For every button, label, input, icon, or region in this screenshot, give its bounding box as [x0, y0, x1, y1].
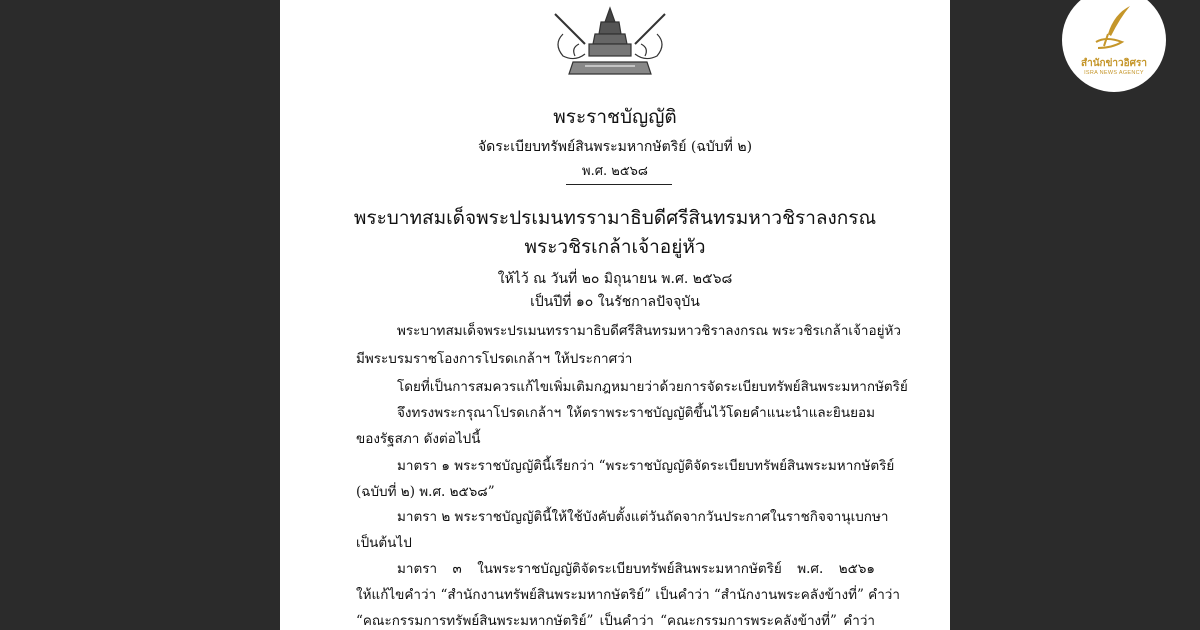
- isra-logo-name: สำนักข่าวอิศรา: [1080, 58, 1147, 69]
- paragraph-line: จึงทรงพระกรุณาโปรดเกล้าฯ ให้ตราพระราชบัญญัติขึ้นไว้โดยคำแนะนำและยินยอม: [397, 405, 875, 421]
- document-year: พ.ศ. ๒๕๖๘: [582, 164, 648, 179]
- paragraph-line: มาตรา ๒ พระราชบัญญัตินี้ให้ใช้บังคับตั้งแต่วันถัดจากวันประกาศในราชกิจจานุเบกษา: [397, 509, 889, 525]
- paragraph-line: ของรัฐสภา ดังต่อไปนี้: [356, 431, 481, 447]
- king-name-line-1: พระบาทสมเด็จพระปรเมนทรรามาธิบดีศรีสินทรมหาวชิราลงกรณ: [353, 207, 877, 229]
- paragraph-line: มีพระบรมราชโองการโปรดเกล้าฯ ให้ประกาศว่า: [356, 351, 633, 367]
- paragraph-line: (ฉบับที่ ๒) พ.ศ. ๒๕๖๘”: [356, 484, 495, 500]
- king-name-line-2: พระวชิรเกล้าเจ้าอยู่หัว: [524, 236, 706, 258]
- background-left: [0, 0, 280, 630]
- royal-garuda-emblem-icon: [545, 4, 675, 80]
- paragraph-line: มาตรา ๑ พระราชบัญญัตินี้เรียกว่า “พระราชบัญญัติจัดระเบียบทรัพย์สินพระมหากษัตริย์: [397, 458, 895, 474]
- title-divider: [566, 184, 672, 185]
- document-page: [280, 0, 950, 630]
- background-right: [950, 0, 1200, 630]
- paragraph-line: พระบาทสมเด็จพระปรเมนทรรามาธิบดีศรีสินทรมหาวชิราลงกรณ พระวชิรเกล้าเจ้าอยู่หัว: [397, 323, 902, 339]
- date-line-2: เป็นปีที่ ๑๐ ในรัชกาลปัจจุบัน: [530, 294, 700, 310]
- isra-logo-subtitle: ISRA NEWS AGENCY: [1084, 70, 1144, 76]
- paragraph-line: โดยที่เป็นการสมควรแก้ไขเพิ่มเติมกฎหมายว่าด้วยการจัดระเบียบทรัพย์สินพระมหากษัตริย์: [397, 379, 908, 395]
- document-subtitle: จัดระเบียบทรัพย์สินพระมหากษัตริย์ (ฉบับที่ ๒): [477, 139, 753, 155]
- document-title: พระราชบัญญัติ: [553, 106, 677, 128]
- paragraph-line: “คณะกรรมการทรัพย์สินพระมหากษัตริย์” เป็นคำว่า “คณะกรรมการพระคลังข้างที่” คำว่า: [356, 613, 875, 629]
- paragraph-line: ให้แก้ไขคำว่า “สำนักงานทรัพย์สินพระมหากษัตริย์” เป็นคำว่า “สำนักงานพระคลังข้างที่” คำว่า: [356, 587, 900, 603]
- paragraph-line: มาตรา ๓ ในพระราชบัญญัติจัดระเบียบทรัพย์สินพระมหากษัตริย์ พ.ศ. ๒๕๖๑: [397, 561, 875, 577]
- quill-pen-logo-icon: [1092, 2, 1136, 54]
- date-line-1: ให้ไว้ ณ วันที่ ๒๐ มิถุนายน พ.ศ. ๒๕๖๘: [497, 271, 733, 287]
- paragraph-line: เป็นต้นไป: [356, 535, 412, 551]
